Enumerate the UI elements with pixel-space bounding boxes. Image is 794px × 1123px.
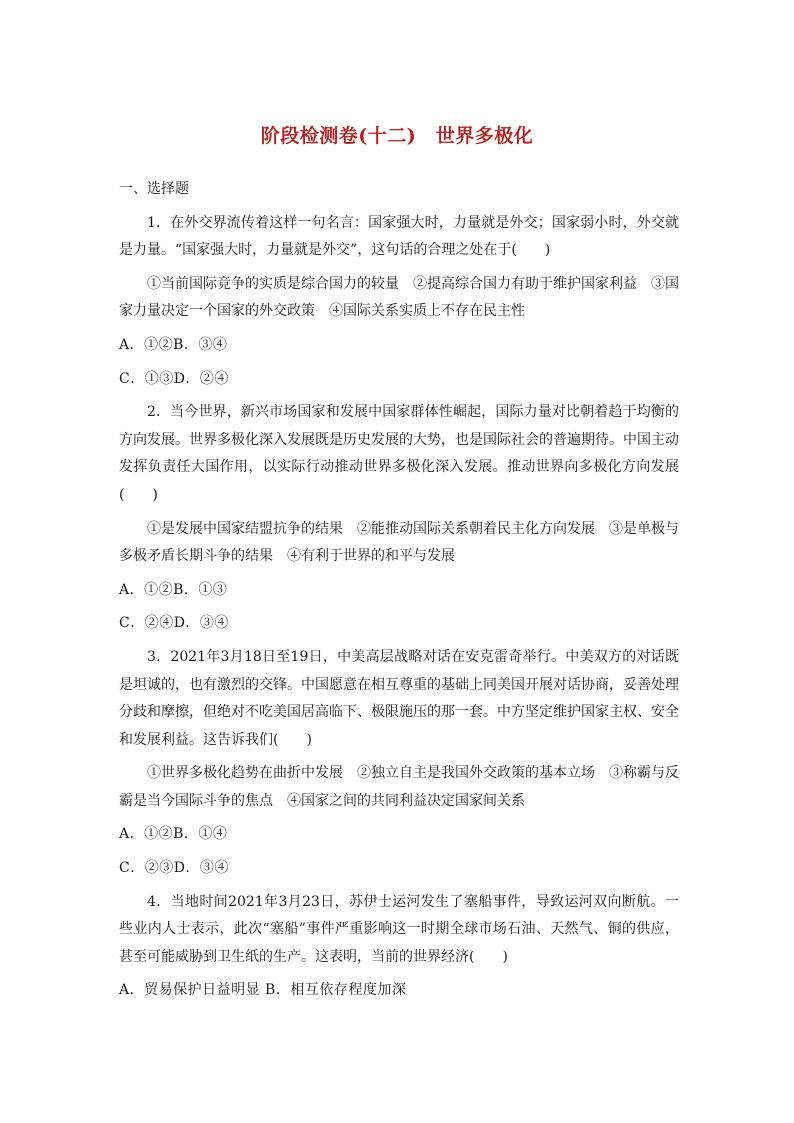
answer-options-ab: A．①②B．①③ bbox=[119, 581, 228, 598]
question-statements: ①是发展中国家结盟抗争的结果 ②能推动国际关系朝着民主化方向发展 ③是单极与多极矛盾长期斗争的结果 ④有利于世界的和平与发展 bbox=[119, 520, 679, 565]
answer-options-cd: C．①③D．②④ bbox=[119, 370, 229, 387]
question-stem: 2．当今世界，新兴市场国家和发展中国家群体性崛起，国际力量对比朝着趋于均衡的方向发展。世界多极化深入发展既是历史发展的大势，也是国际社会的普遍期待。中国主动发挥负责任大国作用，以实际行动推动世界多极化深入发展。推动世界向多极化方向发展( ) bbox=[119, 404, 679, 503]
section-heading: 一、选择题 bbox=[119, 181, 189, 197]
answer-options-ab: A．①②B．①④ bbox=[119, 826, 228, 843]
answer-options-cd: C．②③D．③④ bbox=[119, 860, 229, 877]
question-1 bbox=[119, 210, 679, 400]
exam-content bbox=[119, 176, 679, 1005]
question-stem: 3．2021年3月18日至19日，中美高层战略对话在安克雷奇举行。中美双方的对话既是坦诚的，也有激烈的交锋。中国愿意在相互尊重的基础上同美国开展对话协商，妥善处理分歧和摩擦，但绝对不吃美国居高临下、极限施压的那一套。中方坚定维护国家主权、安全和发展利益。这告诉我们( ) bbox=[119, 648, 679, 748]
question-statements: ①世界多极化趋势在曲折中发展 ②独立自主是我国外交政策的基本立场 ③称霸与反霸是当今国际斗争的焦点 ④国家之间的共同利益决定国家间关系 bbox=[119, 765, 679, 809]
question-4 bbox=[119, 889, 679, 1005]
question-2 bbox=[119, 399, 679, 644]
question-3 bbox=[119, 644, 679, 889]
answer-options-cd: C．②④D．③④ bbox=[119, 615, 229, 632]
answer-options-ab: A．贸易保护日益明显 B．相互依存程度加深 bbox=[119, 982, 407, 999]
answer-options-ab: A．①②B．③④ bbox=[119, 336, 228, 353]
question-statements: ①当前国际竞争的实质是综合国力的较量 ②提高综合国力有助于维护国家利益 ③国家力量决定一个国家的外交政策 ④国际关系实质上不存在民主性 bbox=[119, 275, 679, 320]
question-stem: 1．在外交界流传着这样一句名言：国家强大时，力量就是外交；国家弱小时，外交就是力量。“国家强大时，力量就是外交”，这句话的合理之处在于( ) bbox=[119, 214, 679, 259]
page-title: 阶段检测卷(十二) 世界多极化 bbox=[260, 125, 534, 147]
question-stem: 4．当地时间2021年3月23日，苏伊士运河发生了塞船事件，导致运河双向断航。一些业内人士表示，此次“塞船”事件严重影响这一时期全球市场石油、天然气、铜的供应，甚至可能威胁到卫生纸的生产。这表明，当前的世界经济( ) bbox=[119, 893, 679, 965]
